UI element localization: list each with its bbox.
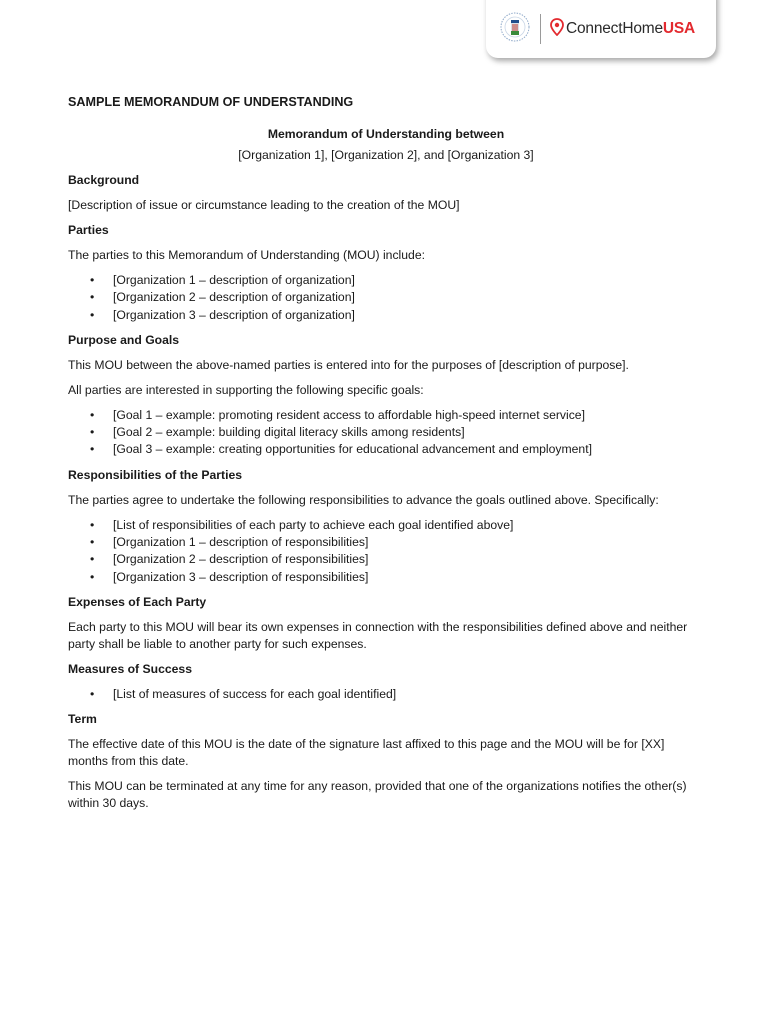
list-item: • [Goal 2 – example: building digital literacy skills among residents] bbox=[68, 424, 704, 441]
list-item: • [Organization 3 – description of responsibilities] bbox=[68, 569, 704, 586]
expenses-heading: Expenses of Each Party bbox=[68, 594, 207, 609]
list-item: • [Organization 3 – description of organization] bbox=[68, 307, 704, 324]
list-item: • [Organization 2 – description of responsibilities] bbox=[68, 551, 704, 568]
measures-heading: Measures of Success bbox=[68, 661, 192, 676]
parties-list bbox=[68, 272, 704, 324]
organizations-line: [Organization 1], [Organization 2], and [Organization 3] bbox=[238, 148, 534, 162]
term-text: The effective date of this MOU is the date of the signature last affixed to this page and the MOU will be for [XX] months from this date. bbox=[68, 737, 665, 769]
goals-intro: All parties are interested in supporting the following specific goals: bbox=[68, 382, 424, 397]
background-heading: Background bbox=[68, 173, 140, 187]
brand-wordmark bbox=[566, 20, 695, 38]
brand-usa: USA bbox=[662, 20, 696, 37]
list-item: • [Organization 1 – description of organization] bbox=[68, 272, 704, 289]
brand-connect: Connect bbox=[566, 20, 623, 37]
goals-list bbox=[68, 407, 704, 459]
responsibilities-intro: The parties agree to undertake the following responsibilities to advance the goals outlined above. Specifically: bbox=[68, 492, 659, 507]
purpose-heading: Purpose and Goals bbox=[68, 332, 180, 347]
list-item: • [Organization 2 – description of organization] bbox=[68, 289, 704, 306]
document-subtitle: Memorandum of Understanding between bbox=[267, 127, 505, 141]
location-pin-icon bbox=[550, 18, 564, 36]
logo-header bbox=[486, 0, 716, 58]
expenses-text: Each party to this MOU will bear its own expenses in connection with the responsibilities defined above and neither party shall be liable to another party for such expenses. bbox=[68, 619, 688, 651]
document-title: SAMPLE MEMORANDUM OF UNDERSTANDING bbox=[68, 95, 354, 109]
brand-home: Home bbox=[622, 20, 663, 37]
list-item: • [Goal 3 – example: creating opportunities for educational advancement and employment] bbox=[68, 441, 704, 458]
list-item: • [Goal 1 – example: promoting resident access to affordable high-speed internet service] bbox=[68, 407, 704, 424]
termination-text: This MOU can be terminated at any time for any reason, provided that one of the organizations notifies the other(s) within 30 days. bbox=[68, 779, 687, 811]
hud-seal-icon bbox=[500, 12, 530, 42]
responsibilities-heading: Responsibilities of the Parties bbox=[68, 467, 243, 482]
parties-intro: The parties to this Memorandum of Understanding (MOU) include: bbox=[68, 248, 425, 262]
list-item: • [List of responsibilities of each party to achieve each goal identified above] bbox=[68, 517, 704, 534]
purpose-text: This MOU between the above-named parties is entered into for the purposes of [description of purpose]. bbox=[68, 357, 629, 372]
parties-heading: Parties bbox=[68, 223, 109, 237]
document-body bbox=[68, 94, 704, 820]
measures-list bbox=[68, 686, 704, 703]
background-text: [Description of issue or circumstance leading to the creation of the MOU] bbox=[68, 198, 460, 212]
logo-divider bbox=[540, 14, 541, 44]
responsibilities-list bbox=[68, 517, 704, 586]
list-item: • [List of measures of success for each goal identified] bbox=[68, 686, 704, 703]
term-heading: Term bbox=[68, 712, 97, 727]
list-item: • [Organization 1 – description of responsibilities] bbox=[68, 534, 704, 551]
